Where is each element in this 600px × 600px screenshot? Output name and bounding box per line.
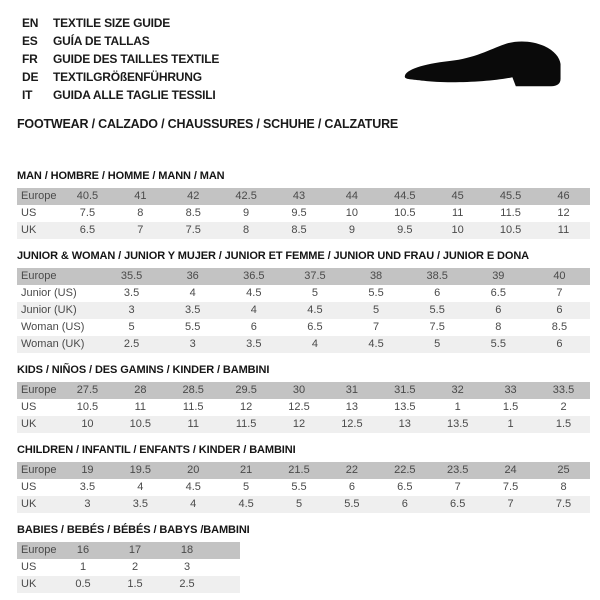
size-cell: 5.5 (162, 319, 223, 336)
size-cell: 29.5 (220, 382, 273, 399)
size-cell: 10.5 (484, 222, 537, 239)
size-cell: 21.5 (273, 462, 326, 479)
language-code: FR (22, 52, 38, 66)
table-row (17, 496, 590, 513)
size-cell: 28.5 (167, 382, 220, 399)
section-babies (17, 524, 590, 593)
table-row (17, 559, 240, 576)
size-cell: 10 (61, 416, 114, 433)
size-cell: 9 (325, 222, 378, 239)
size-cell: 35.5 (101, 268, 162, 285)
size-cell: 1 (57, 559, 109, 576)
size-cell: 5.5 (468, 336, 529, 353)
size-cell: 42.5 (220, 188, 273, 205)
size-cell: 7 (114, 222, 167, 239)
size-cell: 44.5 (378, 188, 431, 205)
language-text: GUIDE DES TAILLES TEXTILE (53, 52, 220, 66)
size-cell: 10.5 (114, 416, 167, 433)
table-row (17, 319, 590, 336)
size-cell: 46 (537, 188, 590, 205)
language-row-en (17, 14, 590, 32)
size-cell: 39 (468, 268, 529, 285)
section-junior-woman (17, 250, 590, 353)
size-table-junior-woman (17, 268, 590, 353)
row-label-cell: Europe (17, 382, 61, 399)
section-title-kids: KIDS / NIÑOS / DES GAMINS / KINDER / BAMBINI (17, 364, 270, 376)
size-cell: 2.5 (101, 336, 162, 353)
language-code: ES (22, 34, 38, 48)
size-cell: 7.5 (537, 496, 590, 513)
size-cell: 8.5 (273, 222, 326, 239)
table-row (17, 479, 590, 496)
size-cell: 43 (273, 188, 326, 205)
size-cell: 16 (57, 542, 109, 559)
size-cell: 41 (114, 188, 167, 205)
size-cell: 12.5 (273, 399, 326, 416)
size-cell: 6.5 (61, 222, 114, 239)
table-row (17, 302, 590, 319)
row-label-cell: Europe (17, 268, 101, 285)
language-code: DE (22, 70, 39, 84)
size-cell: 21 (220, 462, 273, 479)
size-cell: 6 (529, 336, 590, 353)
size-cell: 6.5 (284, 319, 345, 336)
section-title-junior-woman: JUNIOR & WOMAN / JUNIOR Y MUJER / JUNIOR ET FEMME / JUNIOR UND FRAU / JUNIOR E DONA (17, 250, 530, 262)
language-code: IT (22, 88, 33, 102)
size-cell: 7.5 (61, 205, 114, 222)
size-cell: 11.5 (220, 416, 273, 433)
section-title-children: CHILDREN / INFANTIL / ENFANTS / KINDER / BAMBINI (17, 444, 296, 456)
size-cell: 2 (537, 399, 590, 416)
language-text: TEXTILE SIZE GUIDE (53, 16, 171, 30)
size-cell: 30 (273, 382, 326, 399)
table-row (17, 416, 590, 433)
size-cell: 6.5 (431, 496, 484, 513)
size-cell: 5 (220, 479, 273, 496)
size-cell: 7 (431, 479, 484, 496)
row-label-cell: UK (17, 496, 61, 513)
category-heading: FOOTWEAR / CALZADO / CHAUSSURES / SCHUHE / CALZATURE (17, 117, 399, 131)
size-cell: 40 (529, 268, 590, 285)
size-cell: 19 (61, 462, 114, 479)
size-table-babies (17, 542, 240, 593)
section-title-babies: BABIES / BEBÉS / BÉBÉS / BABYS /BAMBINI (17, 524, 250, 536)
size-cell: 7 (484, 496, 537, 513)
size-cell: 22.5 (378, 462, 431, 479)
row-label-cell: US (17, 399, 61, 416)
size-cell: 5.5 (407, 302, 468, 319)
size-cell: 8 (537, 479, 590, 496)
language-text: TEXTILGRÖßENFÜHRUNG (53, 70, 202, 84)
row-label-cell: UK (17, 576, 57, 593)
size-cell: 7 (529, 285, 590, 302)
row-label-cell: UK (17, 416, 61, 433)
row-label-cell: Europe (17, 462, 61, 479)
size-cell: 10 (431, 222, 484, 239)
section-title-man: MAN / HOMBRE / HOMME / MANN / MAN (17, 170, 225, 182)
size-cell: 5 (273, 496, 326, 513)
size-cell: 8.5 (529, 319, 590, 336)
size-cell: 37.5 (284, 268, 345, 285)
size-cell: 31 (325, 382, 378, 399)
size-cell: 7.5 (484, 479, 537, 496)
row-label-cell: Woman (US) (17, 319, 101, 336)
size-cell: 25 (537, 462, 590, 479)
size-cell: 3.5 (162, 302, 223, 319)
size-cell: 6 (468, 302, 529, 319)
table-header-row (17, 188, 590, 205)
size-cell: 13.5 (378, 399, 431, 416)
size-cell: 11.5 (167, 399, 220, 416)
row-label-cell: US (17, 559, 57, 576)
language-text: GUIDA ALLE TAGLIE TESSILI (53, 88, 216, 102)
row-label-cell: Junior (US) (17, 285, 101, 302)
size-cell: 12 (537, 205, 590, 222)
size-cell: 10.5 (378, 205, 431, 222)
size-cell: 13 (325, 399, 378, 416)
filler-cell (213, 542, 240, 559)
size-cell: 5 (101, 319, 162, 336)
size-cell: 4 (284, 336, 345, 353)
size-table-children (17, 462, 590, 513)
size-cell: 4.5 (346, 336, 407, 353)
size-cell: 12 (273, 416, 326, 433)
size-cell: 8 (468, 319, 529, 336)
table-row (17, 336, 590, 353)
table-header-row (17, 462, 590, 479)
table-row (17, 576, 240, 593)
size-table-kids (17, 382, 590, 433)
size-cell: 6 (407, 285, 468, 302)
size-cell: 33.5 (537, 382, 590, 399)
size-cell: 2 (109, 559, 161, 576)
size-cell: 11 (431, 205, 484, 222)
size-cell: 9.5 (273, 205, 326, 222)
size-cell: 40.5 (61, 188, 114, 205)
row-label-cell: US (17, 205, 61, 222)
size-cell: 18 (161, 542, 213, 559)
size-cell: 3 (161, 559, 213, 576)
size-cell: 2.5 (161, 576, 213, 593)
section-man (17, 170, 590, 239)
size-cell: 8 (220, 222, 273, 239)
size-cell: 38.5 (407, 268, 468, 285)
size-cell: 4.5 (284, 302, 345, 319)
size-cell: 3.5 (223, 336, 284, 353)
section-children (17, 444, 590, 513)
row-label-cell: UK (17, 222, 61, 239)
size-cell: 4 (114, 479, 167, 496)
size-cell: 38 (346, 268, 407, 285)
size-cell: 27.5 (61, 382, 114, 399)
size-cell: 6.5 (378, 479, 431, 496)
size-cell: 4.5 (223, 285, 284, 302)
size-cell: 5.5 (273, 479, 326, 496)
size-cell: 31.5 (378, 382, 431, 399)
size-cell: 22 (325, 462, 378, 479)
row-label-cell: US (17, 479, 61, 496)
size-cell: 20 (167, 462, 220, 479)
size-cell: 6 (325, 479, 378, 496)
size-cell: 36 (162, 268, 223, 285)
row-label-cell: Junior (UK) (17, 302, 101, 319)
size-cell: 9 (220, 205, 273, 222)
size-cell: 45.5 (484, 188, 537, 205)
size-cell: 3.5 (114, 496, 167, 513)
size-cell: 36.5 (223, 268, 284, 285)
size-cell: 32 (431, 382, 484, 399)
size-cell: 17 (109, 542, 161, 559)
size-cell: 1.5 (484, 399, 537, 416)
size-cell: 5 (284, 285, 345, 302)
dress-shoe-icon (398, 34, 570, 94)
size-cell: 11 (114, 399, 167, 416)
section-kids (17, 364, 590, 433)
language-code: EN (22, 16, 39, 30)
size-cell: 6 (223, 319, 284, 336)
size-cell: 5 (346, 302, 407, 319)
size-cell: 10 (325, 205, 378, 222)
size-cell: 3.5 (61, 479, 114, 496)
size-cell: 3.5 (101, 285, 162, 302)
size-cell: 33 (484, 382, 537, 399)
size-cell: 3 (101, 302, 162, 319)
size-cell: 11.5 (484, 205, 537, 222)
size-cell: 1 (484, 416, 537, 433)
size-cell: 8.5 (167, 205, 220, 222)
size-cell: 28 (114, 382, 167, 399)
row-label-cell: Europe (17, 542, 57, 559)
table-header-row (17, 382, 590, 399)
size-cell: 1.5 (109, 576, 161, 593)
table-header-row (17, 268, 590, 285)
size-cell: 13 (378, 416, 431, 433)
size-cell: 12.5 (325, 416, 378, 433)
size-cell: 0.5 (57, 576, 109, 593)
table-row (17, 399, 590, 416)
size-cell: 23.5 (431, 462, 484, 479)
size-cell: 8 (114, 205, 167, 222)
size-cell: 4 (162, 285, 223, 302)
table-row (17, 205, 590, 222)
size-cell: 1 (431, 399, 484, 416)
size-cell: 7.5 (407, 319, 468, 336)
size-cell: 3 (162, 336, 223, 353)
size-table-man (17, 188, 590, 239)
size-cell: 7.5 (167, 222, 220, 239)
size-cell: 5.5 (325, 496, 378, 513)
size-cell: 4.5 (220, 496, 273, 513)
size-cell: 1.5 (537, 416, 590, 433)
filler-cell (213, 559, 240, 576)
row-label-cell: Woman (UK) (17, 336, 101, 353)
table-row (17, 285, 590, 302)
table-header-row (17, 542, 240, 559)
size-cell: 19.5 (114, 462, 167, 479)
size-cell: 9.5 (378, 222, 431, 239)
size-cell: 12 (220, 399, 273, 416)
size-cell: 24 (484, 462, 537, 479)
size-cell: 4 (167, 496, 220, 513)
size-cell: 3 (61, 496, 114, 513)
size-cell: 6 (378, 496, 431, 513)
size-cell: 5.5 (346, 285, 407, 302)
size-cell: 6 (529, 302, 590, 319)
size-cell: 10.5 (61, 399, 114, 416)
size-cell: 7 (346, 319, 407, 336)
size-cell: 5 (407, 336, 468, 353)
row-label-cell: Europe (17, 188, 61, 205)
size-cell: 4 (223, 302, 284, 319)
filler-cell (213, 576, 240, 593)
size-cell: 4.5 (167, 479, 220, 496)
size-cell: 11 (537, 222, 590, 239)
size-cell: 11 (167, 416, 220, 433)
size-cell: 6.5 (468, 285, 529, 302)
table-row (17, 222, 590, 239)
size-cell: 13.5 (431, 416, 484, 433)
size-cell: 45 (431, 188, 484, 205)
size-cell: 42 (167, 188, 220, 205)
size-cell: 44 (325, 188, 378, 205)
language-text: GUÍA DE TALLAS (53, 34, 150, 48)
